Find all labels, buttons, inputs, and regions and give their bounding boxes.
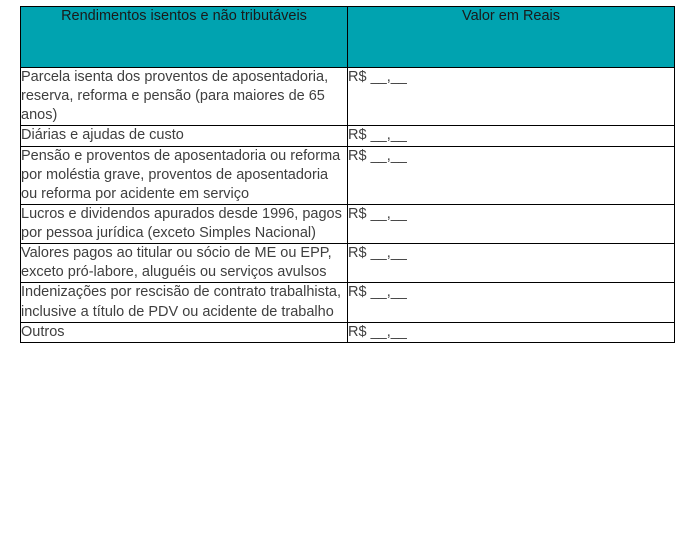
row-value[interactable]: R$ __,__	[348, 244, 675, 283]
column-header-description: Rendimentos isentos e não tributáveis	[21, 7, 348, 68]
row-description: Valores pagos ao titular ou sócio de ME ou EPP, exceto pró-labore, aluguéis ou serviços avulsos	[21, 244, 348, 283]
row-value[interactable]: R$ __,__	[348, 68, 675, 126]
table-row	[21, 126, 675, 146]
row-value[interactable]: R$ __,__	[348, 146, 675, 204]
row-value[interactable]: R$ __,__	[348, 283, 675, 322]
table-row	[21, 204, 675, 243]
table-row	[21, 68, 675, 126]
row-value[interactable]: R$ __,__	[348, 322, 675, 342]
row-description: Diárias e ajudas de custo	[21, 126, 348, 146]
row-value[interactable]: R$ __,__	[348, 204, 675, 243]
row-value[interactable]: R$ __,__	[348, 126, 675, 146]
row-description: Pensão e proventos de aposentadoria ou reforma por moléstia grave, proventos de aposentadoria ou reforma por acidente em serviço	[21, 146, 348, 204]
column-header-value: Valor em Reais	[348, 7, 675, 68]
table-row	[21, 146, 675, 204]
row-description: Indenizações por rescisão de contrato trabalhista, inclusive a título de PDV ou acidente de trabalho	[21, 283, 348, 322]
row-description: Lucros e dividendos apurados desde 1996, pagos por pessoa jurídica (exceto Simples Nacional)	[21, 204, 348, 243]
row-description: Outros	[21, 322, 348, 342]
table-row	[21, 244, 675, 283]
table-header	[21, 7, 675, 68]
table-header-row	[21, 7, 675, 68]
row-description: Parcela isenta dos proventos de aposentadoria, reserva, reforma e pensão (para maiores de 65 anos)	[21, 68, 348, 126]
exempt-income-table	[20, 6, 675, 343]
table-row	[21, 283, 675, 322]
table-body	[21, 68, 675, 343]
table-row	[21, 322, 675, 342]
